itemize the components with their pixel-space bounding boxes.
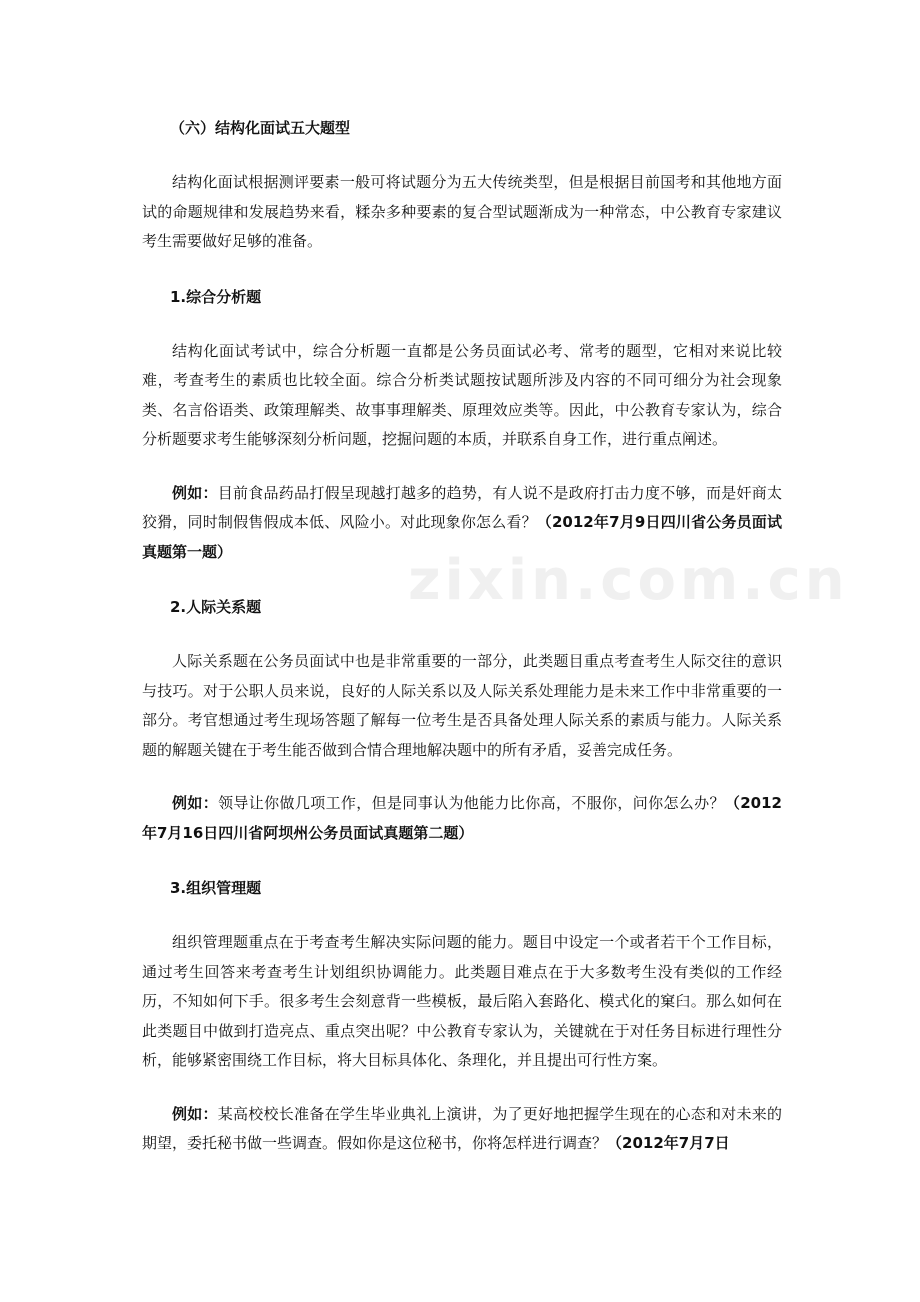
item-body-interpersonal: 人际关系题在公务员面试中也是非常重要的一部分，此类题目重点考查考生人际交往的意识与技巧。对于公职人员来说，良好的人际关系以及人际关系处理能力是未来工作中非常重要的一部分。考官想通过考生现场答题了解每一位考生是否具备处理人际关系的素质与能力。人际关系题的解题关键在于考生能否做到合情合理地解决题中的所有矛盾，妥善完成任务。 (142, 652, 782, 759)
example-paragraph (142, 789, 782, 848)
item-body-organization: 组织管理题重点在于考查考生解决实际问题的能力。题目中设定一个或者若干个工作目标，通过考生回答来考查考生计划组织协调能力。此类题目难点在于大多数考生没有类似的工作经历，不知如何下手。很多考生会刻意背一些模板，最后陷入套路化、模式化的窠臼。那么如何在此类题目中做到打造亮点、重点突出呢？中公教育专家认为，关键就在于对任务目标进行理性分析，能够紧密围绕工作目标，将大目标具体化、条理化，并且提出可行性方案。 (142, 933, 782, 1069)
intro-paragraph: 结构化面试根据测评要素一般可将试题分为五大传统类型，但是根据目前国考和其他地方面试的命题规律和发展趋势来看，糅杂多种要素的复合型试题渐成为一种常态，中公教育专家建议考生需要做好足够的准备。 (142, 173, 782, 250)
watermark: zixin.com.cn (408, 548, 849, 613)
example-source: （2012年7月7日 (607, 1134, 730, 1152)
example-source: （2012年7月9日四川省公务员面试真题第一题） (142, 513, 782, 561)
example-label: 例如： (172, 1104, 218, 1123)
example-label: 例如： (172, 483, 218, 502)
example-text: 领导让你做几项工作，但是同事认为他能力比你高，不服你，问你怎么办？ (218, 794, 725, 812)
example-paragraph (142, 1100, 782, 1159)
example-label: 例如： (172, 794, 219, 812)
example-text: 目前食品药品打假呈现越打越多的趋势，有人说不是政府打击力度不够，而是奸商太狡猾，同时制假售假成本低、风险小。对此现象你怎么看？ (142, 483, 782, 531)
item-heading-comprehensive-analysis: 1.综合分析题 (170, 287, 262, 306)
section-title: （六）结构化面试五大题型 (170, 119, 351, 137)
document-page (142, 112, 782, 1183)
item-body-comprehensive-analysis: 结构化面试考试中，综合分析题一直都是公务员面试必考、常考的题型，它相对来说比较难，考查考生的素质也比较全面。综合分析类试题按试题所涉及内容的不同可细分为社会现象类、名言俗语类、政策理解类、故事事理解类、原理效应类等。因此，中公教育专家认为，综合分析题要求考生能够深刻分析问题，挖掘问题的本质，并联系自身工作，进行重点阐述。 (142, 341, 782, 448)
example-source: （2012年7月16日四川省阿坝州公务员面试真题第二题） (142, 794, 782, 842)
item-heading-interpersonal: 2.人际关系题 (170, 598, 262, 616)
item-heading-organization: 3.组织管理题 (170, 879, 262, 897)
example-paragraph (142, 479, 782, 568)
example-text: 某高校校长准备在学生毕业典礼上演讲，为了更好地把握学生现在的心态和对未来的期望，委托秘书做一些调查。假如你是这位秘书，你将怎样进行调查？ (142, 1104, 782, 1152)
